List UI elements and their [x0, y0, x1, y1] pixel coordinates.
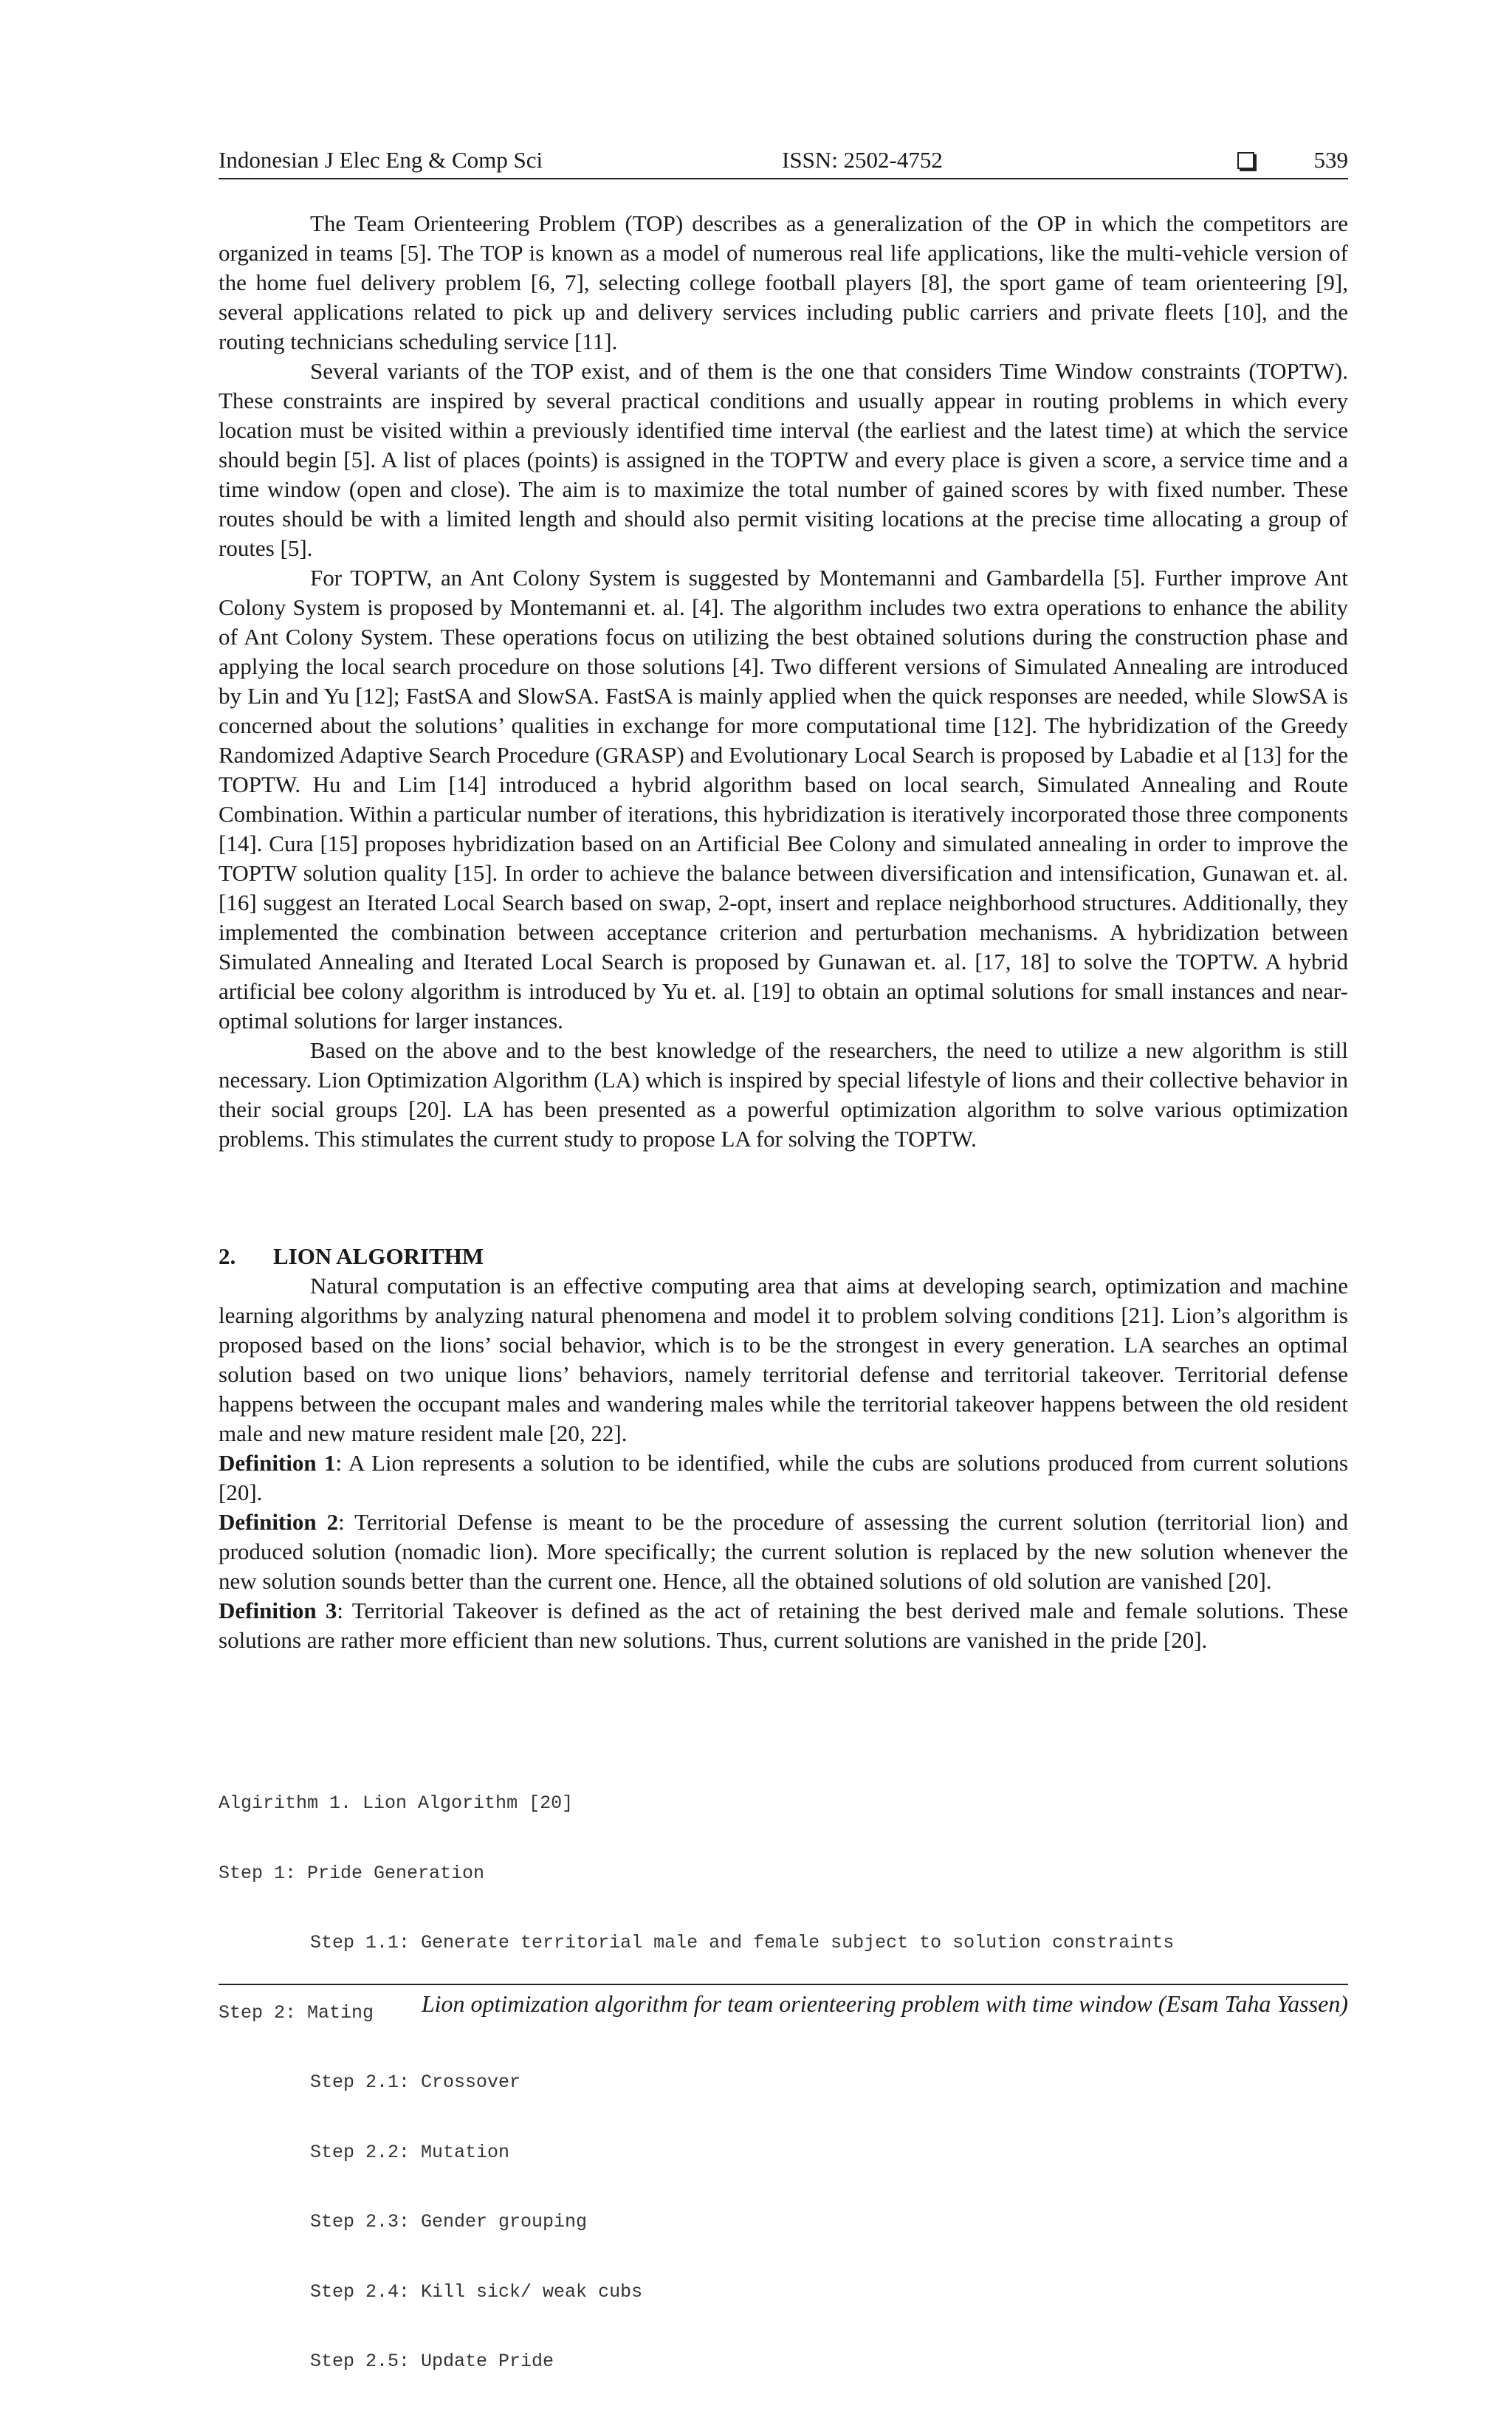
algorithm-line: Step 2.3: Gender grouping: [310, 2211, 588, 2232]
footer-rule: [219, 1984, 1348, 1985]
page-number: 539: [1313, 147, 1348, 173]
section-body: [219, 1271, 1348, 1655]
definition: [219, 1596, 1348, 1655]
definition-label: Definition 3: [219, 1598, 337, 1623]
paragraph: The Team Orienteering Problem (TOP) describes as a generalization of the OP in which the competitors are organized in teams [5]. The TOP is known as a model of numerous real life applications, like the multi-vehicle version of the home fuel delivery problem [6, 7], selecting college football players [8], the sport game of team orienteering [9], several applications related to pick up and delivery services including public carriers and private fleets [10], and the routing technicians scheduling service [11].: [219, 210, 1348, 354]
definition-text: : Territorial Defense is meant to be the procedure of assessing the current solution (territorial lion) and produced solution (nomadic lion). More specifically; the current solution is replaced by the new solution whenever the new solution sounds better than the current one. Hence, all the obtained solutions of old solution are vanished [20].: [219, 1509, 1348, 1594]
intro-text: [219, 209, 1348, 1154]
algorithm-line: Step 1.1: Generate territorial male and female subject to solution constraints: [310, 1932, 1175, 1953]
issn: ISSN: 2502-4752: [782, 147, 943, 173]
algorithm-title: Algirithm 1. Lion Algorithm [20]: [219, 1792, 574, 1814]
running-header: [219, 144, 1348, 179]
algorithm-line: Step 2: Mating: [219, 2001, 374, 2024]
algorithm-line: Step 2.5: Update Pride: [310, 2351, 554, 2372]
algorithm-line: Step 2.2: Mutation: [310, 2141, 510, 2163]
paragraph: Based on the above and to the best knowledge of the researchers, the need to utilize a new algorithm is still necessary. Lion Optimization Algorithm (LA) which is inspired by special lifestyle of lions and their collective behavior in their social groups [20]. LA has been presented as a powerful optimization algorithm to solve various optimization problems. This stimulates the current study to propose LA for solving the TOPTW.: [219, 1037, 1348, 1152]
paragraph: Natural computation is an effective computing area that aims at developing search, optimization and machine learning algorithms by analyzing natural phenomena and model it to problem solving conditions [21]. Lion’s algorithm is proposed based on the lions’ social behavior, which is to be the strongest in every generation. LA searches an optimal solution based on two unique lions’ behaviors, namely territorial defense and territorial takeover. Territorial defense happens between the occupant males and wandering males while the territorial takeover happens between the old resident male and new mature resident male [20, 22].: [219, 1273, 1348, 1446]
section-heading: [219, 1242, 484, 1271]
algorithm-listing: [219, 1745, 1348, 2420]
definition-label: Definition 1: [219, 1450, 336, 1476]
algorithm-line: Step 2.4: Kill sick/ weak cubs: [310, 2280, 643, 2303]
section-number: 2.: [219, 1243, 236, 1269]
definition: [219, 1448, 1348, 1508]
journal-name: Indonesian J Elec Eng & Comp Sci: [219, 147, 543, 173]
section-title: LION ALGORITHM: [273, 1243, 484, 1269]
checkbox-icon: [1237, 152, 1254, 169]
definition-text: : A Lion represents a solution to be identified, while the cubs are solutions produced from current solutions [20].: [219, 1450, 1348, 1505]
paragraph: Several variants of the TOP exist, and of them is the one that considers Time Window constraints (TOPTW). These constraints are inspired by several practical conditions and usually appear in routing problems in which every location must be visited within a previously identified time interval (the earliest and the latest time) at which the service should begin [5]. A list of places (points) is assigned in the TOPTW and every place is given a score, a service time and a time window (open and close). The aim is to maximize the total number of gained scores by with fixed number. These routes should be with a limited length and should also permit visiting locations at the precise time allocating a group of routes [5].: [219, 358, 1348, 561]
definition-label: Definition 2: [219, 1509, 339, 1535]
definition-text: : Territorial Takeover is defined as the act of retaining the best derived male and female solutions. These solutions are rather more efficient than new solutions. Thus, current solutions are vanished in the pride [20].: [219, 1598, 1348, 1653]
running-footer: Lion optimization algorithm for team orienteering problem with time window (Esam Taha Yassen): [421, 1990, 1348, 2017]
algorithm-line: Step 1: Pride Generation: [219, 1862, 485, 1884]
algorithm-line: Step 2.1: Crossover: [310, 2072, 521, 2093]
paragraph: For TOPTW, an Ant Colony System is suggested by Montemanni and Gambardella [5]. Further improve Ant Colony System is proposed by Montemanni et. al. [4]. The algorithm includes two extra operations to enhance the ability of Ant Colony System. These operations focus on utilizing the best obtained solutions during the construction phase and applying the local search procedure on those solutions [4]. Two different versions of Simulated Annealing are introduced by Lin and Yu [12]; FastSA and SlowSA. FastSA is mainly applied when the quick responses are needed, while SlowSA is concerned about the solutions’ qualities in exchange for more computational time [12]. The hybridization of the Greedy Randomized Adaptive Search Procedure (GRASP) and Evolutionary Local Search is proposed by Labadie et al [13] for the TOPTW. Hu and Lim [14] introduced a hybrid algorithm based on local search, Simulated Annealing and Route Combination. Within a particular number of iterations, this hybridization is iteratively incorporated those three components [14]. Cura [15] proposes hybridization based on an Artificial Bee Colony and simulated annealing in order to improve the TOPTW solution quality [15]. In order to achieve the balance between diversification and intensification, Gunawan et. al. [16] suggest an Iterated Local Search based on swap, 2-opt, insert and replace neighborhood structures. Additionally, they implemented the combination between acceptance criterion and perturbation mechanisms. A hybridization between Simulated Annealing and Iterated Local Search is proposed by Gunawan et. al. [17, 18] to solve the TOPTW. A hybrid artificial bee colony algorithm is introduced by Yu et. al. [19] to obtain an optimal solutions for small instances and near-optimal solutions for larger instances.: [219, 565, 1348, 1034]
definition: [219, 1508, 1348, 1596]
